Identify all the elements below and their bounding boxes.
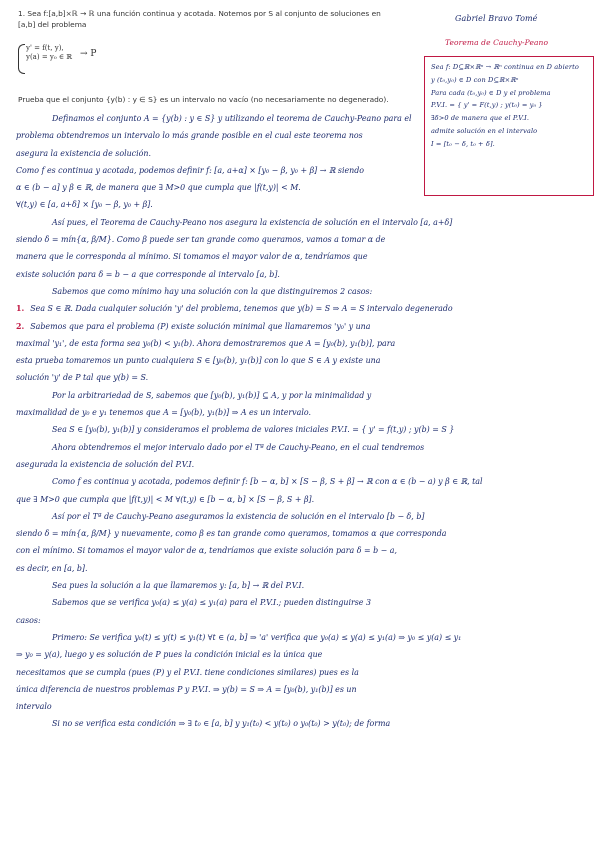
body-line: Por la arbitrariedad de S, sabemos que [y₀(b), y₁(b)] ⊆ A, y por la minimalidad y xyxy=(52,390,372,400)
body-line: con el mínimo. Si tomamos el mayor valor de α, tendríamos que existe solución para δ = b − a, xyxy=(16,546,398,556)
prove-statement: Prueba que el conjunto {y(b) : y ∈ S} es un intervalo no vacío (no necesariamente no degenerado). xyxy=(18,95,389,104)
body-line: siendo δ = mín{α, β/M} y nuevamente, como β es tan grande como queramos, tomamos α que corresponda xyxy=(16,529,447,539)
body-line: Sea pues la solución a la que llamaremos y: [a, b] → ℝ del P.V.I. xyxy=(52,581,305,591)
box-line: Sea f: D⊆ℝ×ℝⁿ → ℝⁿ continua en D abierto xyxy=(431,63,579,71)
box-line: y (t₀,y₀) ∈ D con D⊆ℝ×ℝⁿ xyxy=(431,75,519,84)
box-line: ∃δ>0 de manera que el P.V.I. xyxy=(431,114,530,123)
printed-problem xyxy=(18,8,398,104)
body-line: ⇒ y₀ = y(a), luego y es solución de P pues la condición inicial es la única que xyxy=(16,650,323,660)
case-number: 2. xyxy=(16,321,25,331)
box-line: Para cada (t₀,y₀) ∈ D y el problema xyxy=(431,88,551,97)
body-line: Así pues, el Teorema de Cauchy-Peano nos asegura la existencia de solución en el intervalo [a, a+δ] xyxy=(52,217,453,227)
system-line-2: y(a) = y₀ ∈ ℝ xyxy=(26,53,73,61)
body-line: Sabemos que para el problema (P) existe solución minimal que llamaremos 'y₀' y una xyxy=(30,321,371,331)
body-line: manera que le corresponda al mínimo. Si tomamos el mayor valor de α, tendríamos que xyxy=(16,252,368,262)
body-line: única diferencia de nuestros problemas P y P.V.I. ⇒ y(b) = S ⇒ A = [y₀(b), y₁(b)] es un xyxy=(16,684,357,694)
body-line: Sabemos que se verifica y₀(a) ≤ y(a) ≤ y₁(a) para el P.V.I.; pueden distinguirse 3 xyxy=(52,598,371,608)
handwritten-solution xyxy=(16,110,590,733)
body-line: Primero: Se verifica y₀(t) ≤ y(t) ≤ y₁(t) ∀t ∈ (a, b] ⇒ 'a' verifica que y₀(a) ≤ y(a) ≤ y₁(a) ⇒ y₀ ≤ y(a) ≤ y₁ xyxy=(52,632,462,642)
system-tag: → P xyxy=(80,49,97,59)
body-line: asegura la existencia de solución. xyxy=(16,148,151,158)
box-line: admite solución en el intervalo xyxy=(431,126,538,135)
body-line: casos: xyxy=(16,615,41,625)
body-line: Sea S ∈ [y₀(b), y₁(b)] y consideramos el problema de valores iniciales P.V.I. = { y' = f(t,y) ; y(b) = S } xyxy=(52,425,455,435)
body-line: ∀(t,y) ∈ [a, a+δ] × [y₀ − β, y₀ + β]. xyxy=(16,200,153,210)
theorem-subtitle: Teorema de Cauchy-Peano xyxy=(445,38,549,47)
body-line: Si no se verifica esta condición ⇒ ∃ t₀ ∈ [a, b] y y₁(t₀) < y(t₀) o y₀(t₀) > y(t₀); de forma xyxy=(52,719,391,729)
problem-title: 1. Sea f:[a,b]×ℝ → ℝ una función continua y acotada. Notemos por S al conjunto de soluciones en [a,b] del problema xyxy=(18,9,381,29)
body-line: siendo δ = mín{α, β/M}. Como β puede ser tan grande como queramos, vamos a tomar α de xyxy=(16,235,386,245)
body-line: maximal 'y₁', de esta forma sea y₀(b) < y₁(b). Ahora demostraremos que A = [y₀(b), y₁(b)], para xyxy=(16,338,396,348)
body-line: necesitamos que se cumpla (pues (P) y el P.V.I. tiene condiciones similares) pues es la xyxy=(16,667,359,677)
body-line: problema obtendremos un intervalo lo más grande posible en el cual este teorema nos xyxy=(16,131,363,141)
box-line: I = [t₀ − δ, t₀ + δ]. xyxy=(431,139,495,148)
case-line xyxy=(16,300,590,317)
body-line: existe solución para δ = b − a que corresponde al intervalo [a, b]. xyxy=(16,269,280,279)
body-line: Así por el Tª de Cauchy-Peano aseguramos la existencia de solución en el intervalo [b − δ, b] xyxy=(52,511,425,521)
body-line: Definamos el conjunto A = {y(b) : y ∈ S} y utilizando el teorema de Cauchy-Peano para el xyxy=(52,114,412,123)
body-line: Sabemos que como mínimo hay una solución con la que distinguiremos 2 casos: xyxy=(52,286,373,296)
case-line xyxy=(16,318,590,335)
body-line: solución 'y' de P tal que y(b) = S. xyxy=(16,373,149,383)
body-line: maximalidad de y₀ e y₁ tenemos que A = [y₀(b), y₁(b)] ⇒ A es un intervalo. xyxy=(16,408,311,418)
body-line: intervalo xyxy=(16,702,52,712)
system-brace xyxy=(18,44,25,74)
body-line: esta prueba tomaremos un punto cualquiera S ∈ [y₀(b), y₁(b)] con lo que S ∈ A y existe una xyxy=(16,356,381,366)
body-line: Ahora obtendremos el mejor intervalo dado por el Tª de Cauchy-Peano, en el cual tendremos xyxy=(52,442,425,452)
body-line: asegurada la existencia de solución del P.V.I. xyxy=(16,459,195,469)
system-line-1: y' = f(t, y), xyxy=(26,44,64,52)
problem-system xyxy=(18,44,138,62)
body-line: α ∈ (b − a] y β ∈ ℝ, de manera que ∃ M>0 que cumpla que |f(t,y)| < M. xyxy=(16,183,301,193)
body-line: Como f es continua y acotada, podemos definir f: [a, a+α] × [y₀ − β, y₀ + β] → ℝ siendo xyxy=(16,165,365,175)
body-line: Sea S ∈ ℝ. Dada cualquier solución 'y' del problema, tenemos que y(b) = S ⇒ A = S intervalo degenerado xyxy=(30,304,453,314)
author-name: Gabriel Bravo Tomé xyxy=(455,14,538,23)
body-line: que ∃ M>0 que cumpla que |f(t,y)| < M ∀(t,y) ∈ [b − α, b] × [S − β, S + β]. xyxy=(16,494,315,504)
body-line: es decir, en [a, b]. xyxy=(16,563,88,573)
case-number: 1. xyxy=(16,304,25,314)
body-line: Como f es continua y acotada, podemos definir f: [b − α, b] × [S − β, S + β] → ℝ con α ∈ (b − a) y β ∈ ℝ, tal xyxy=(52,477,483,487)
box-line: P.V.I. = { y' = F(t,y) ; y(t₀) = y₀ } xyxy=(431,101,543,110)
